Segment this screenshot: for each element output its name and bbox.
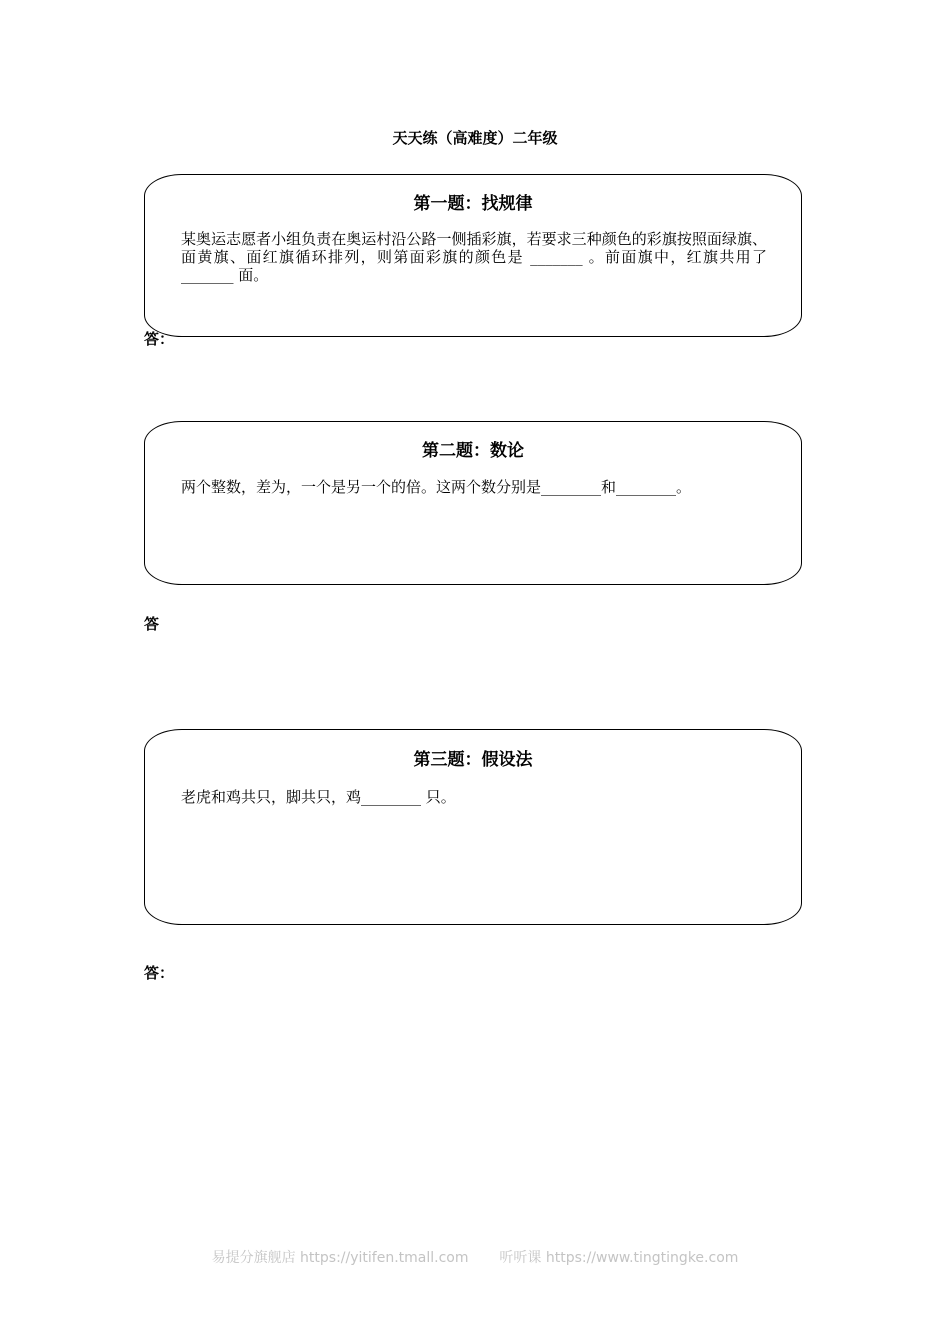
footer bbox=[0, 1247, 950, 1267]
question-2-box bbox=[144, 421, 802, 585]
footer-site-link[interactable]: https://www.tingtingke.com bbox=[545, 1250, 739, 1266]
question-2-title: 第二题：数论 bbox=[422, 441, 524, 461]
question-3-text: 老虎和鸡共只，脚共只，鸡________ 只。 bbox=[181, 788, 456, 806]
question-1-answer-label: 答： bbox=[144, 330, 175, 348]
question-2-answer-label: 答 bbox=[144, 615, 160, 633]
question-2-text: 两个整数，差为，一个是另一个的倍。这两个数分别是________和________。 bbox=[181, 478, 692, 496]
question-1-title: 第一题：找规律 bbox=[413, 194, 533, 214]
footer-site-name: 听听课 bbox=[499, 1250, 542, 1266]
footer-store-name: 易提分旗舰店 bbox=[211, 1250, 296, 1266]
question-3-answer-label: 答： bbox=[144, 964, 175, 982]
question-1-text: 某奥运志愿者小组负责在奥运村沿公路一侧插彩旗，若要求三种颜色的彩旗按照面绿旗、面黄旗、面红旗循环排列，则第面彩旗的颜色是 _______ 。前面旗中，红旗共用了 _______ 面。 bbox=[181, 230, 767, 284]
footer-store-link[interactable]: https://yitifen.tmall.com bbox=[300, 1250, 469, 1266]
page-title: 天天练（高难度）二年级 bbox=[392, 129, 558, 147]
question-1-box bbox=[144, 174, 802, 337]
question-3-title: 第三题：假设法 bbox=[413, 750, 533, 770]
question-3-box bbox=[144, 729, 802, 925]
